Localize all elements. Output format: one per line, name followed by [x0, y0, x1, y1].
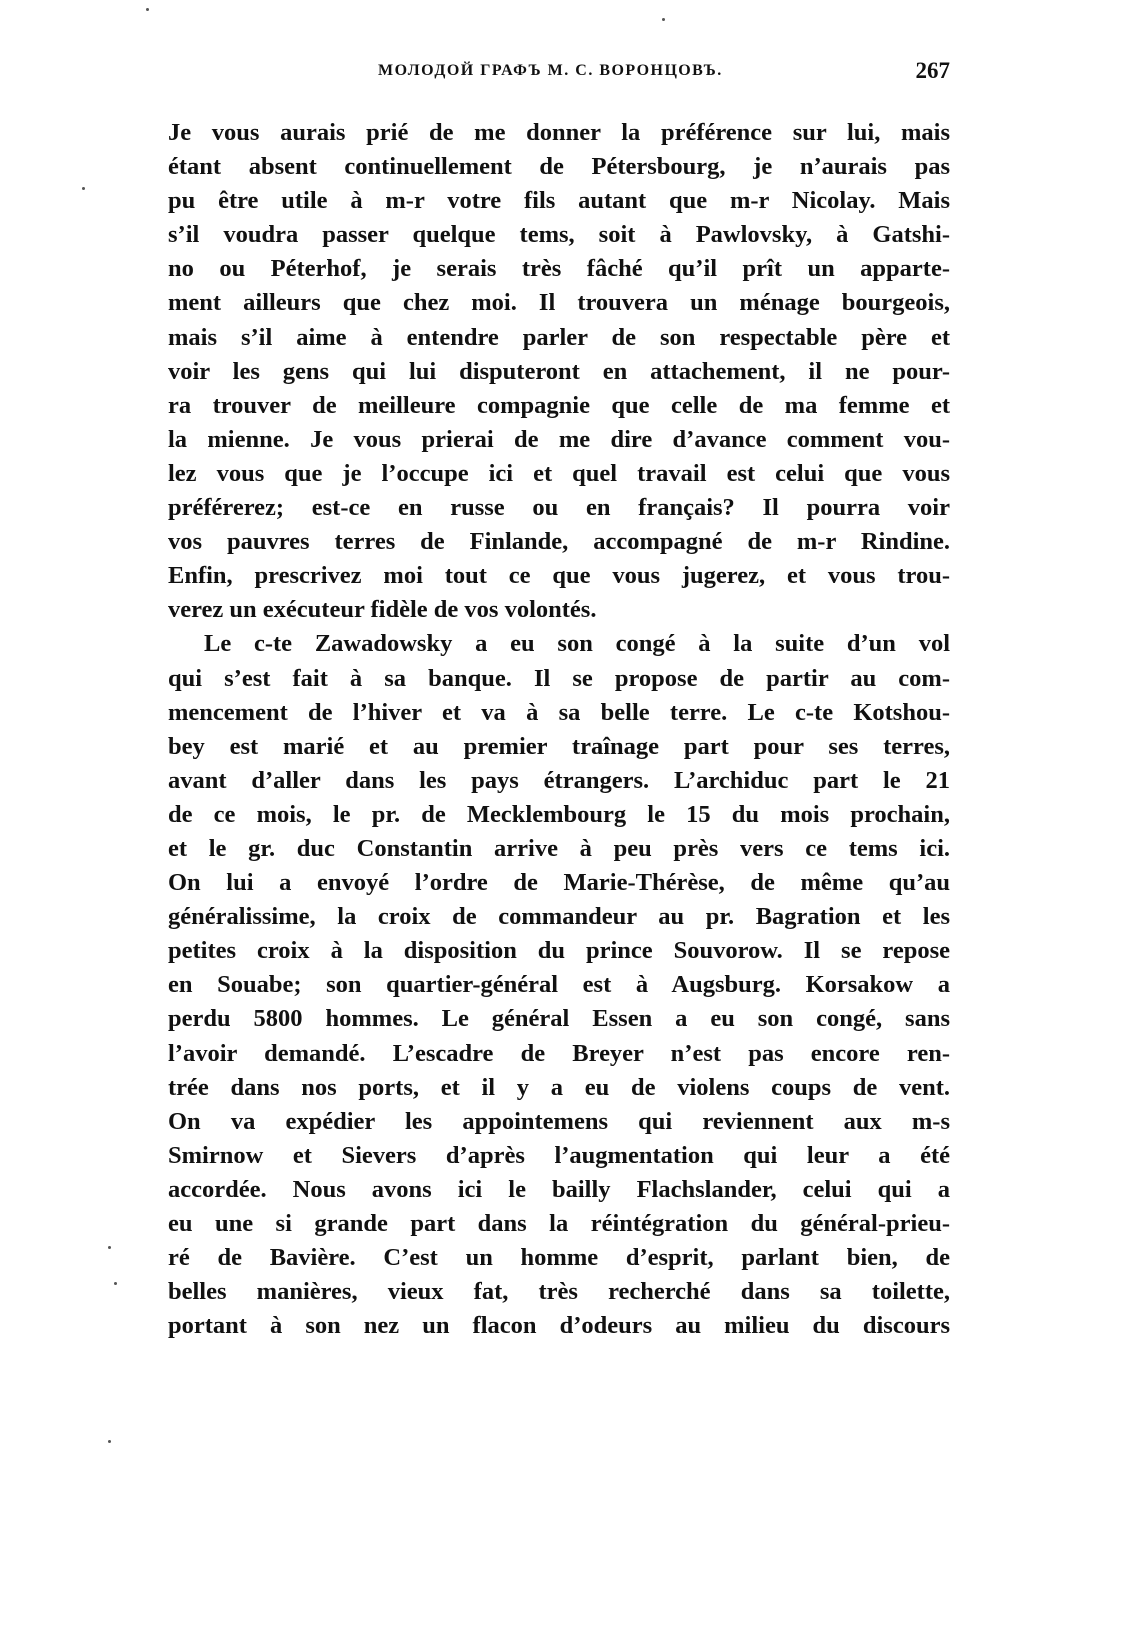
text-line: pu être utile à m-r votre fils autant que m-r Nicolay. Mais [168, 187, 950, 215]
text-line: belles manières, vieux fat, très recherché dans sa toilette, [168, 1278, 950, 1306]
text-line: ra trouver de meilleure compagnie que celle de ma femme et [168, 391, 950, 419]
text-line: s’il voudra passer quelque tems, soit à Pawlovsky, à Gatshi- [168, 221, 950, 249]
text-line: portant à son nez un flacon d’odeurs au milieu du discours [168, 1312, 950, 1340]
text-line: Enfin, prescrivez moi tout ce que vous jugerez, et vous trou- [168, 562, 950, 590]
text-line: petites croix à la disposition du prince Souvorow. Il se repose [168, 937, 950, 965]
running-title: МОЛОДОЙ ГРАФЪ М. С. ВОРОНЦОВЪ. [378, 62, 723, 79]
scan-speck [108, 1246, 111, 1249]
text-line: mencement de l’hiver et va à sa belle terre. Le c-te Kotshou- [168, 698, 950, 726]
text-line: trée dans nos ports, et il y a eu de violens coups de vent. [168, 1073, 950, 1101]
text-line: préférerez; est-ce en russe ou en français? Il pourra voir [168, 494, 950, 522]
text-line: voir les gens qui lui disputeront en attachement, il ne pour- [168, 357, 950, 385]
paragraph-end-line: verez un exécuteur fidèle de vos volontés. [168, 596, 597, 624]
text-line: perdu 5800 hommes. Le général Essen a eu son congé, sans [168, 1005, 950, 1033]
text-line: mais s’il aime à entendre parler de son respectable père et [168, 323, 950, 351]
scan-speck [146, 8, 149, 11]
text-line: vos pauvres terres de Finlande, accompagné de m-r Rindine. [168, 528, 950, 556]
text-line: On va expédier les appointemens qui reviennent aux m-s [168, 1107, 950, 1135]
text-line: et le gr. duc Constantin arrive à peu près vers ce tems ici. [168, 834, 950, 862]
text-line: la mienne. Je vous prierai de me dire d’avance comment vou- [168, 425, 950, 453]
scan-speck [82, 187, 85, 190]
text-line: l’avoir demandé. L’escadre de Breyer n’est pas encore ren- [168, 1039, 950, 1067]
page-header [168, 58, 950, 92]
text-line: lez vous que je l’occupe ici et quel travail est celui que vous [168, 459, 950, 487]
text-line: Smirnow et Sievers d’après l’augmentation qui leur a été [168, 1141, 950, 1169]
paragraph-start-line: Le c-te Zawadowsky a eu son congé à la suite d’un vol [204, 630, 950, 658]
text-line: bey est marié et au premier traînage part pour ses terres, [168, 732, 950, 760]
scan-speck [662, 18, 665, 21]
scan-speck [114, 1282, 117, 1285]
text-line: Je vous aurais prié de me donner la préférence sur lui, mais [168, 119, 950, 146]
text-line: étant absent continuellement de Pétersbourg, je n’aurais pas [168, 153, 950, 181]
text-line: généralissime, la croix de commandeur au pr. Bagration et les [168, 903, 950, 931]
text-line: en Souabe; son quartier-général est à Augsburg. Korsakow a [168, 971, 950, 999]
body-text [168, 116, 950, 1343]
text-line: de ce mois, le pr. de Mecklembourg le 15 du mois prochain, [168, 800, 950, 828]
text-line: avant d’aller dans les pays étrangers. L’archiduc part le 21 [168, 766, 950, 794]
text-line: On lui a envoyé l’ordre de Marie-Thérèse, de même qu’au [168, 869, 950, 897]
scan-speck [108, 1440, 111, 1443]
text-line: no ou Péterhof, je serais très fâché qu’il prît un apparte- [168, 255, 950, 283]
text-line: eu une si grande part dans la réintégration du général-prieu- [168, 1210, 950, 1237]
text-line: accordée. Nous avons ici le bailly Flachslander, celui qui a [168, 1175, 950, 1203]
text-line: qui s’est fait à sa banque. Il se propose de partir au com- [168, 664, 950, 692]
text-line: ré de Bavière. C’est un homme d’esprit, parlant bien, de [168, 1244, 950, 1272]
text-line: ment ailleurs que chez moi. Il trouvera un ménage bourgeois, [168, 289, 950, 317]
page-number: 267 [915, 58, 950, 83]
